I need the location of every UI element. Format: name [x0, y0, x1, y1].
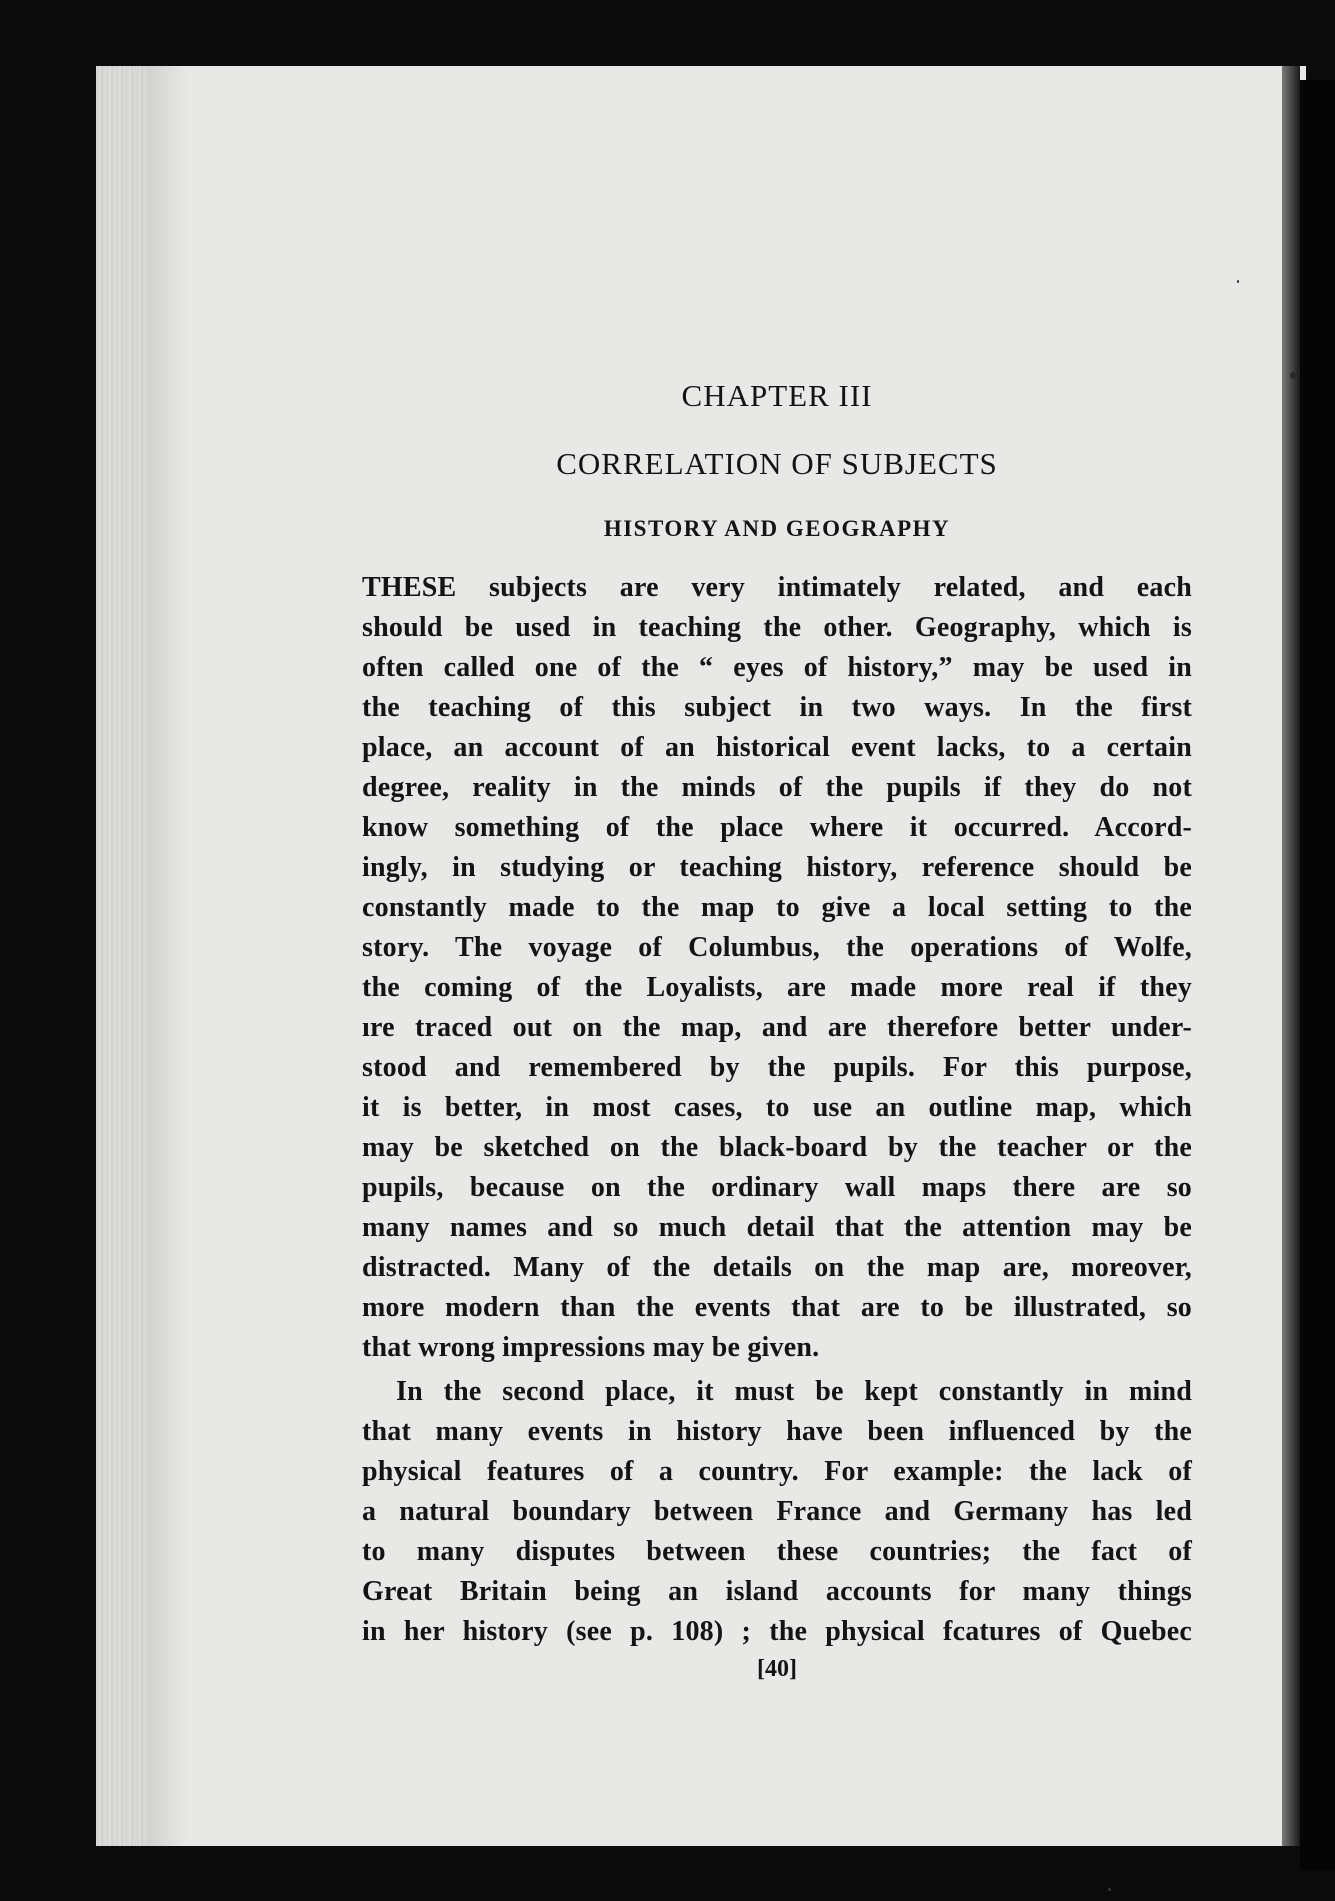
- text-line: many names and so much detail that the attention may be: [362, 1212, 1192, 1243]
- text-line: degree, reality in the minds of the pupils if they do not: [362, 772, 1192, 803]
- page-binding-edge: [96, 66, 148, 1846]
- text-line: Great Britain being an island accounts for many things: [362, 1576, 1192, 1607]
- chapter-subtitle: CORRELATION OF SUBJECTS: [556, 446, 998, 481]
- text-line: stood and remembered by the pupils. For this purpose,: [362, 1052, 1192, 1083]
- page-number: [40]: [757, 1656, 797, 1682]
- binding-shadow: [148, 66, 188, 1846]
- text-line: the coming of the Loyalists, are made more real if they: [362, 972, 1192, 1003]
- text-line: constantly made to the map to give a local setting to the: [362, 892, 1192, 923]
- text-line: should be used in teaching the other. Geography, which is: [362, 612, 1192, 643]
- text-line: that many events in history have been influenced by the: [362, 1416, 1192, 1447]
- text-line: ıre traced out on the map, and are therefore better under-: [362, 1012, 1192, 1043]
- text-line: often called one of the “ eyes of history,” may be used in: [362, 652, 1192, 683]
- text-line: physical features of a country. For example: the lack of: [362, 1456, 1192, 1487]
- text-line: In the second place, it must be kept constantly in mind: [396, 1376, 1192, 1407]
- scan-speck: [1237, 280, 1239, 283]
- text-line: to many disputes between these countries; the fact of: [362, 1536, 1192, 1567]
- facing-page-edge: [1282, 66, 1300, 1846]
- text-line: pupils, because on the ordinary wall maps there are so: [362, 1172, 1192, 1203]
- text-line: a natural boundary between France and Germany has led: [362, 1496, 1192, 1527]
- scan-background-right: [1300, 80, 1335, 1870]
- text-line: may be sketched on the black-board by the teacher or the: [362, 1132, 1192, 1163]
- chapter-title: CHAPTER III: [681, 378, 873, 413]
- scan-speck: [1290, 372, 1297, 379]
- text-line: place, an account of an historical event lacks, to a certain: [362, 732, 1192, 763]
- text-line: that wrong impressions may be given.: [362, 1332, 820, 1363]
- scan-speck: [1108, 1888, 1111, 1891]
- text-line: in her history (see p. 108) ; the physical fcatures of Quebec: [362, 1616, 1192, 1647]
- text-line: THESE subjects are very intimately related, and each: [362, 572, 1192, 603]
- text-line: more modern than the events that are to be illustrated, so: [362, 1292, 1192, 1323]
- text-line: the teaching of this subject in two ways. In the first: [362, 692, 1192, 723]
- text-line: ingly, in studying or teaching history, reference should be: [362, 852, 1192, 883]
- text-line: story. The voyage of Columbus, the operations of Wolfe,: [362, 932, 1192, 963]
- text-line: distracted. Many of the details on the map are, moreover,: [362, 1252, 1192, 1283]
- text-line: know something of the place where it occurred. Accord-: [362, 812, 1192, 843]
- section-heading: HISTORY AND GEOGRAPHY: [603, 516, 951, 541]
- text-line: it is better, in most cases, to use an outline map, which: [362, 1092, 1192, 1123]
